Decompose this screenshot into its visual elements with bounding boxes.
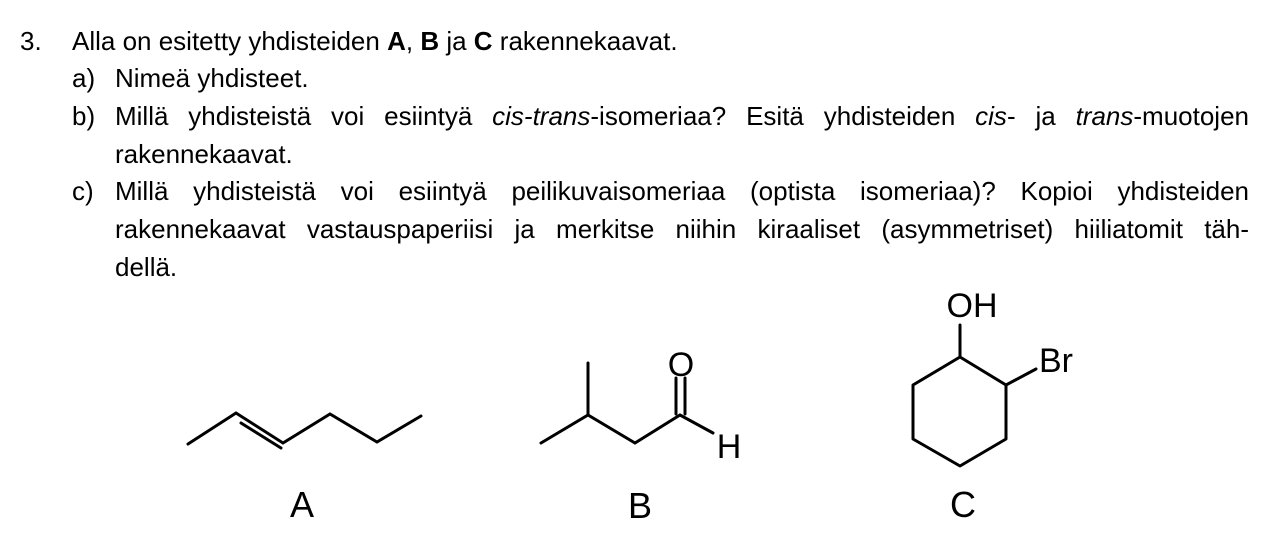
part-c-text-line3: dellä. — [115, 252, 178, 282]
structure-b-atom-o: O — [667, 346, 695, 384]
structure-b-chain — [541, 415, 713, 443]
part-b-text-line2: rakennekaavat. — [115, 139, 293, 169]
part-a-label: a) — [72, 63, 96, 93]
part-b-label: b) — [72, 101, 96, 131]
term-trans: trans — [1075, 101, 1134, 131]
part-c-text-line2: rakennekaavat vastauspaperiisi ja merkitse niihin kiraaliset (asymmetriset) hiiliatomit täh- — [115, 214, 1249, 244]
structure-c-ring — [913, 357, 1006, 466]
structure-c-label: C — [950, 484, 976, 525]
part-b-text-2: -isomeriaa? Esitä yhdisteiden — [590, 101, 976, 131]
part-c-text-line1: Millä yhdisteistä voi esiintyä peilikuvaisomeriaa (optista isomeriaa)? Kopioi yhdisteiden — [115, 176, 1249, 206]
structure-c-br-bond — [1006, 369, 1036, 385]
intro-sep: , — [405, 26, 421, 56]
intro-text: Alla on esitetty yhdisteiden — [72, 26, 388, 56]
compound-b-ref: B — [420, 26, 440, 56]
term-cis-trans: cis-trans — [492, 101, 591, 131]
compound-c-ref: C — [473, 26, 493, 56]
part-a-text: Nimeä yhdisteet. — [115, 63, 309, 93]
structure-c-atom-oh: OH — [946, 287, 998, 325]
compound-a-ref: A — [387, 26, 406, 56]
structure-a-double-bond — [241, 423, 281, 448]
part-c-label: c) — [72, 176, 94, 206]
structure-b-atom-h: H — [716, 428, 742, 466]
structure-b-label: B — [627, 485, 653, 526]
structure-a — [188, 413, 421, 448]
structure-c — [913, 325, 1036, 466]
part-b-text-4: -muotojen — [1133, 101, 1249, 131]
structure-a-chain — [188, 413, 421, 444]
part-b-text-3: - ja — [1006, 101, 1076, 131]
structure-a-label: A — [289, 484, 315, 525]
part-b-text-1: Millä yhdisteistä voi esiintyä — [115, 101, 493, 131]
intro-text: rakennekaavat. — [492, 26, 678, 56]
question-number: 3. — [20, 26, 42, 56]
structure-c-atom-br: Br — [1039, 342, 1073, 380]
intro-sep: ja — [439, 26, 474, 56]
term-cis: cis — [975, 101, 1007, 131]
